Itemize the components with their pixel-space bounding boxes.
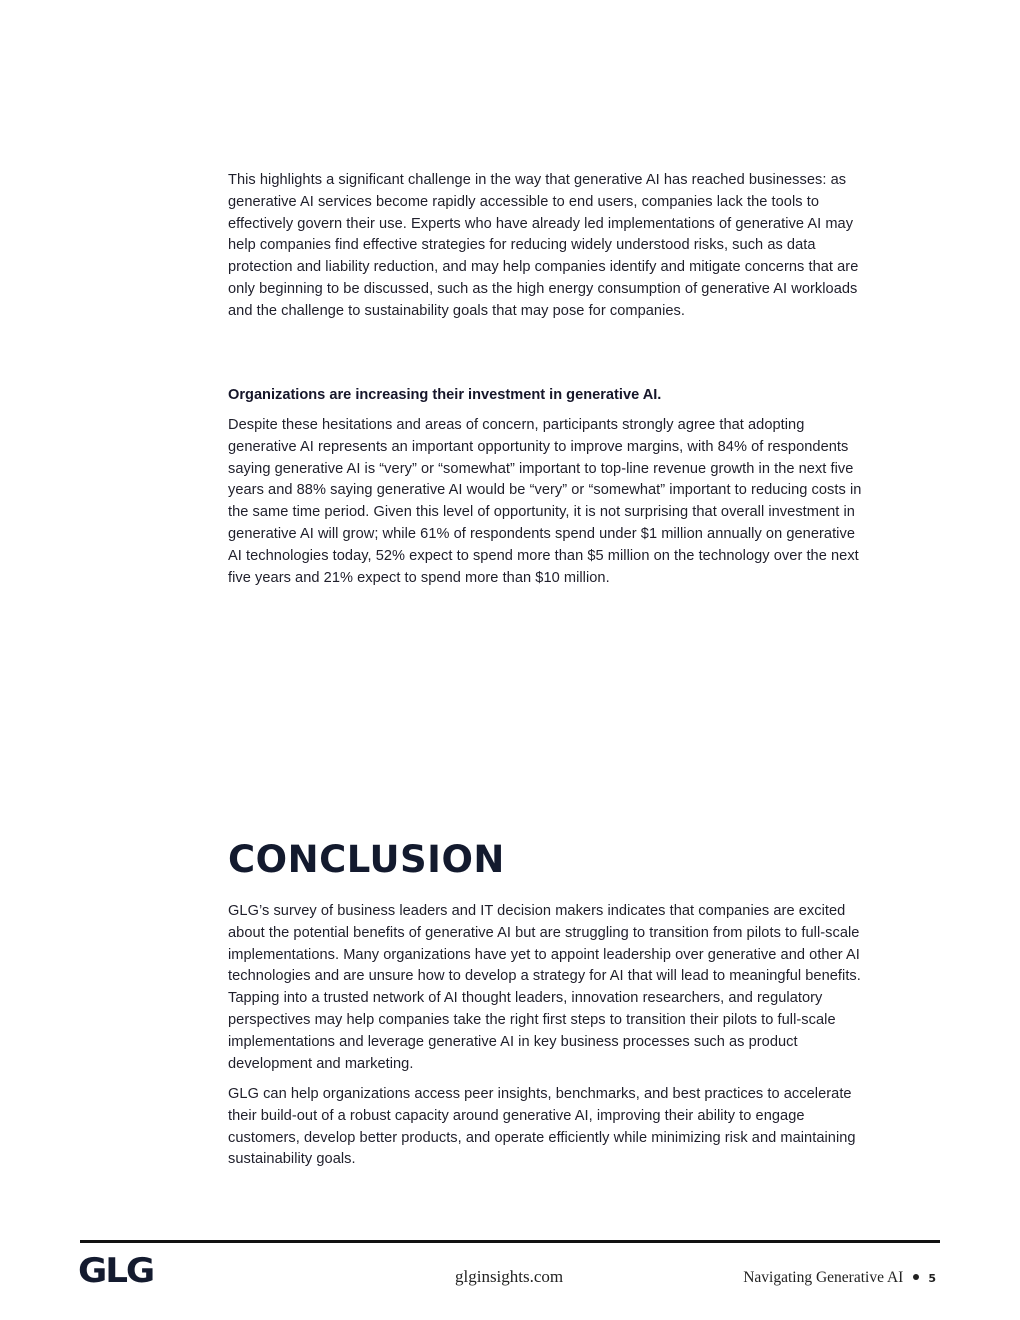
page-number: 5	[928, 1272, 936, 1285]
conclusion-paragraph: GLG’s survey of business leaders and IT decision makers indicates that companies are excited about the potential benefits of generative AI but are struggling to transition from pilots to full-scale implementations. Many organizations have yet to appoint leadership over generative and other AI technologies and are unsure how to develop a strategy for AI that will lead to meaningful benefits. Tapping into a trusted network of AI thought leaders, innovation researchers, and regulatory perspectives may help companies take the right first steps to transition their pilots to full-scale implementations and leverage generative AI in key business processes such as product development and marketing.	[228, 903, 861, 1072]
bullet-separator-icon	[913, 1274, 919, 1280]
body-paragraph: Despite these hesitations and areas of concern, participants strongly agree that adopting generative AI represents an important opportunity to improve margins, with 84% of respondents saying generative AI is “very” or “somewhat” important to top-line revenue growth in the next five years and 88% saying generative AI would be “very” or “somewhat” important to reducing costs in the same time period. Given this level of opportunity, it is not surprising that overall investment in generative AI will grow; while 61% of respondents spend under $1 million annually on generative AI technologies today, 52% expect to spend more than $5 million on the technology over the next five years and 21% expect to spend more than $10 million.	[228, 417, 862, 586]
footer-divider	[80, 1240, 940, 1243]
glg-logo: GLG	[78, 1251, 154, 1291]
footer-page-info	[743, 1268, 936, 1289]
section-subheading: Organizations are increasing their investment in generative AI.	[228, 387, 662, 403]
conclusion-paragraph: GLG can help organizations access peer insights, benchmarks, and best practices to accelerate their build-out of a robust capacity around generative AI, improving their ability to engage customers, develop better products, and operate efficiently while minimizing risk and maintaining sustainability goals.	[228, 1086, 856, 1168]
body-paragraph: This highlights a significant challenge in the way that generative AI has reached businesses: as generative AI services become rapidly accessible to end users, companies lack the tools to effectively govern their use. Experts who have already led implementations of generative AI may help companies find effective strategies for reducing widely understood risks, such as data protection and liability reduction, and may help companies identify and mitigate concerns that are only beginning to be discussed, such as the high energy consumption of generative AI workloads and the challenge to sustainability goals that may pose for companies.	[228, 172, 859, 319]
conclusion-heading: CONCLUSION	[228, 838, 505, 881]
footer-document-title: Navigating Generative AI	[743, 1269, 904, 1286]
footer-website-link[interactable]: glginsights.com	[455, 1267, 564, 1286]
